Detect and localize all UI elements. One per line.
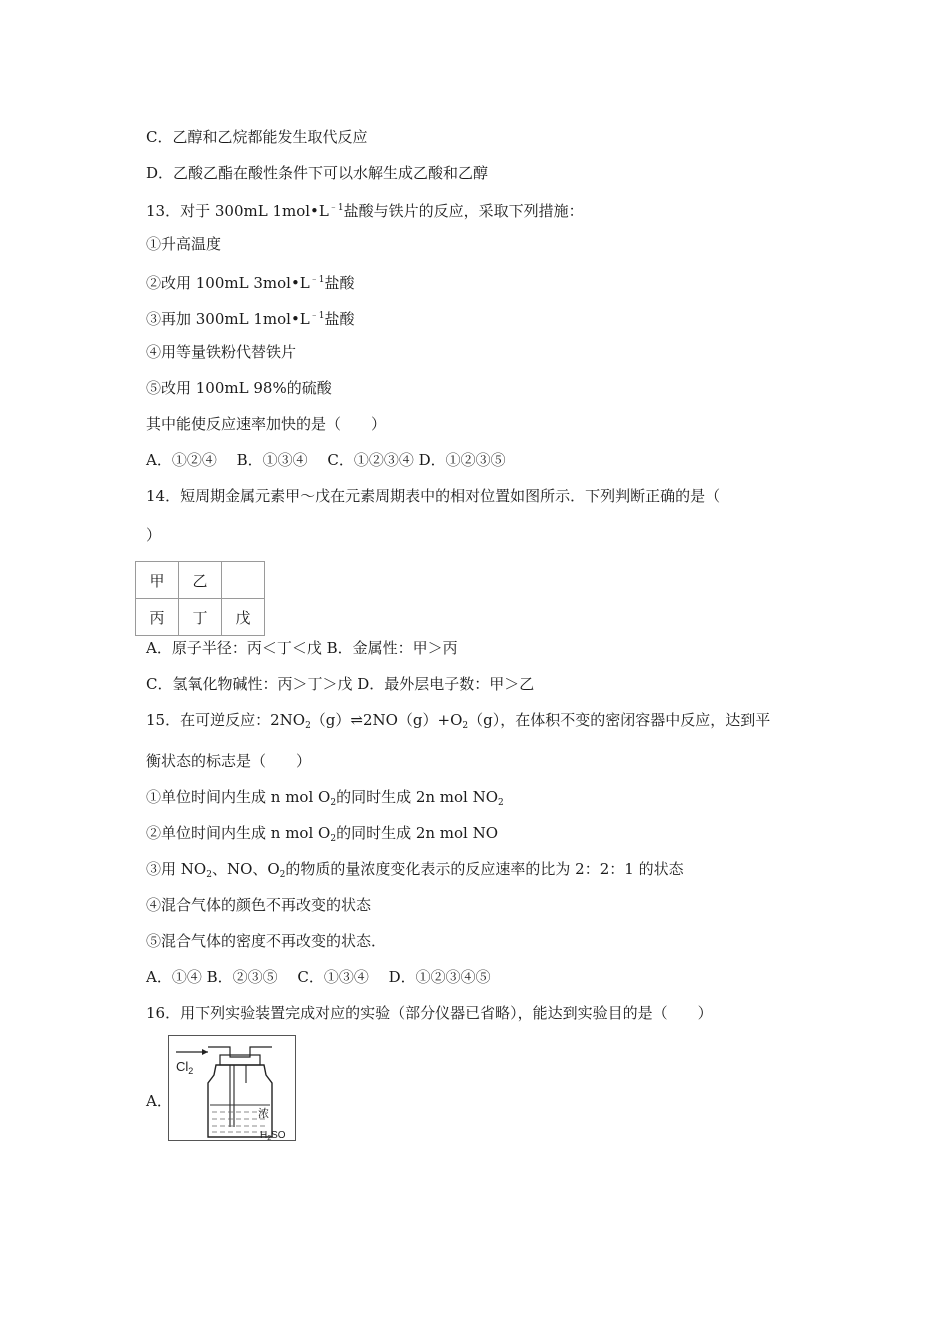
option-c-previous: C．乙醇和乙烷都能发生取代反应	[146, 128, 368, 146]
periodic-position-table	[135, 561, 265, 636]
figure-border	[169, 1036, 296, 1141]
q13-measure-4: ④用等量铁粉代替铁片	[146, 343, 297, 361]
table-cell: 戊	[222, 599, 265, 636]
arrow-head	[202, 1049, 208, 1055]
q14-stem-end: ）	[146, 526, 162, 544]
table-cell: 甲	[136, 562, 179, 599]
q13-stem: 13．对于 300mL $1mol•L^{﹣1}$盐酸与铁片的反应，采取下列措施：	[146, 202, 584, 220]
side-label-acid: $H_2SO$	[260, 1130, 286, 1141]
q13-measure-2: ②改用 100mL $3mol•L^{﹣1}$盐酸	[146, 274, 355, 292]
q13-question: 其中能使反应速率加快的是（ ）	[146, 415, 387, 433]
q14-stem: 14．短周期金属元素甲～戊在元素周期表中的相对位置如图所示．下列判断正确的是（	[146, 487, 721, 505]
q15-item-4: ④混合气体的颜色不再改变的状态	[146, 896, 372, 914]
q16-stem: 16．用下列实验装置完成对应的实验（部分仪器已省略），能达到实验目的是（ ）	[146, 1004, 713, 1022]
q14-options-ab: A．原子半径：丙＜丁＜戊 B．金属性：甲＞丙	[146, 639, 458, 657]
q15-item-2: ②单位时间内生成 n mol $O_2$的同时生成 2n mol NO	[146, 824, 499, 844]
q15-item-5: ⑤混合气体的密度不再改变的状态．	[146, 932, 387, 950]
q15-stem-cont: 衡状态的标志是（ ）	[146, 752, 312, 770]
table-cell: 丙	[136, 599, 179, 636]
q13-measure-5: ⑤改用 100mL 98%的硫酸	[146, 379, 332, 397]
gas-label: $Cl_2$	[176, 1059, 194, 1076]
q15-item-1: ①单位时间内生成 n mol $O_2$的同时生成 2n mol $NO_2$	[146, 788, 504, 808]
q15-options: A．①④ B．②③⑤ C．①③④ D．①②③④⑤	[146, 968, 491, 986]
q13-measure-1: ①升高温度	[146, 235, 222, 253]
q14-options-cd: C．氢氧化物碱性：丙＞丁＞戊 D．最外层电子数：甲＞乙	[146, 675, 535, 693]
option-d-previous: D．乙酸乙酯在酸性条件下可以水解生成乙酸和乙醇	[146, 164, 489, 182]
q15-item-3: ③用 $NO_2$、NO、$O_2$的物质的量浓度变化表示的反应速率的比为 2：2：1 的状态	[146, 860, 684, 880]
side-label-concentrated: 浓	[258, 1107, 269, 1120]
gas-washing-bottle-figure	[168, 1035, 296, 1141]
q16-option-a-label: A．	[146, 1092, 172, 1110]
q13-measure-3: ③再加 300mL $1mol•L^{﹣1}$盐酸	[146, 310, 355, 328]
table-cell	[222, 562, 265, 599]
q15-stem: 15．在可逆反应：$2NO_2(g)\rightleftharpoons 2NO(g)+O_2(g)$，在体积不变的密闭容器中反应，达到平	[146, 711, 771, 731]
table-cell: 乙	[179, 562, 222, 599]
q13-options: A．①②④ B．①③④ C．①②③④ D．①②③⑤	[146, 451, 506, 469]
table-cell: 丁	[179, 599, 222, 636]
